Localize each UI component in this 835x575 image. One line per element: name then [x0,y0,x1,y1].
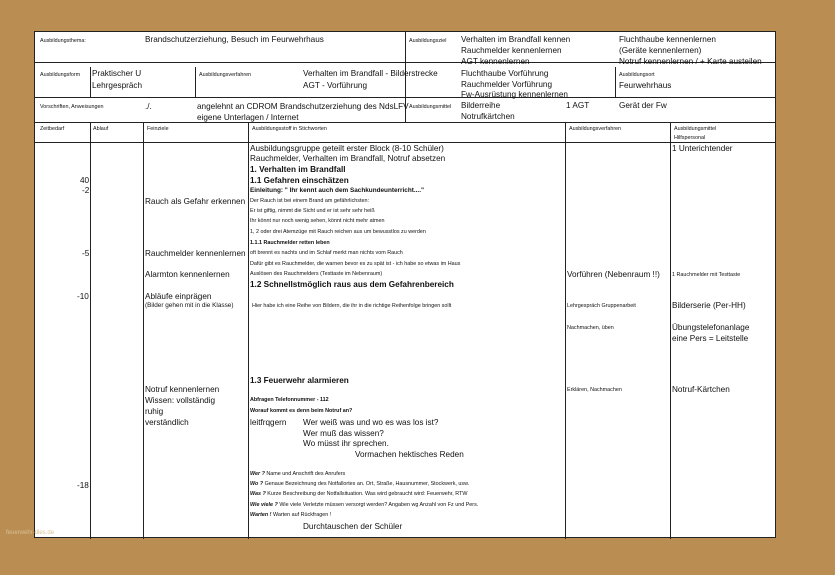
verfahren-line: Verhalten im Brandfall - Bilderstrecke [303,69,438,78]
time-value: -18 [77,481,89,490]
feinziel-item: Rauch als Gefahr erkennen [145,197,246,206]
verfahren-right-line: Rauchmelder Vorführung [461,80,553,89]
col-divider [195,67,196,97]
verfahren-line: AGT - Vorführung [303,81,368,90]
col-divider [90,122,91,539]
mittel-item: eine Pers = Leitstelle [672,334,749,343]
verfahren-item: Erklären, Nachmachen [567,387,622,393]
stoff-line: Abfragen Telefonnummer - 112 [250,397,329,403]
vorschriften-label: Vorschriften, Anweisungen [40,104,104,110]
thema-value: Brandschutzerziehung, Besuch im Feurwehrhaus [145,35,324,44]
stoff-line: Der Rauch ist bei einem Brand am gefährlichsten: [250,198,369,204]
w-question: Warten ! [250,512,272,518]
ziel-right-line: Fluchthaube kennenlernen [619,35,716,44]
section-heading: 1. Verhalten im Brandfall [250,165,346,174]
time-value: -5 [82,249,90,258]
col-divider [615,67,616,97]
mittel-item: Notruf-Kärtchen [672,385,730,394]
ziel-right-line: (Geräte kennenlernen) [619,46,702,55]
w-item [250,513,331,518]
w-item [250,482,469,487]
vorschriften-line: angelehnt an CDROM Brandschutzerziehung des NdsLFV [197,102,409,111]
feinziel-item: Abläufe einprägen [145,292,212,301]
w-answer: Name und Anschrift des Anrufers [266,471,346,477]
mittel-item: 1 Unterichtender [672,144,733,153]
section-heading: 1.2 Schnellstmöglich raus aus dem Gefahrenbereich [250,280,454,289]
ort-value: Feurwehrhaus [619,81,672,90]
col-header-stoff: Ausbildungsstoff in Stichworten [252,126,327,132]
ziel-line: Verhalten im Brandfall kennen [461,35,571,44]
feinziel-item: Notruf kennenlernen [145,385,220,394]
form-line: Lehrgespräch [92,81,143,90]
ziel-label: Ausbildungsziel [409,38,447,44]
section-heading: 1.1.1 Rauchmelder retten leben [250,240,330,246]
col-header-feinziele: Feinziele [147,126,169,132]
col-divider [90,67,91,97]
w-answer: Warten auf Rückfragen ! [272,512,332,518]
row-divider [35,122,775,123]
verfahren-item: Nachmachen, üben [567,325,614,331]
feinziel-item: Wissen: vollständig [145,396,216,405]
feinziel-item: verständlich [145,418,189,427]
vorschriften-line: eigene Unterlagen / Internet [197,113,299,122]
stoff-line: oft brennt es nachts und im Schlaf merkt man nichts vom Rauch [250,250,403,256]
row-divider [35,142,775,143]
watermark: feuerwehr-dies.de [6,530,55,536]
w-question: Wer ? [250,471,265,477]
stoff-line: Auslösen des Rauchmelders (Testtaste im Nebenraum) [250,271,383,277]
stoff-line: Hier habe ich eine Reihe von Bildern, die ihr in die richtige Reihenfolge bringen sollt [252,303,452,309]
time-value: -2 [82,186,90,195]
stoff-line: Rauchmelder, Verhalten im Brandfall, Notruf absetzen [250,154,446,163]
durchtauschen-text: Durchtauschen der Schüler [303,522,403,531]
col-divider [143,122,144,539]
col-header-personal: Hilfspersonal [674,135,706,141]
ziel-line: AGT kennenlernen [461,57,530,66]
col-header-verfahren: Ausbildungsverfahren [569,126,622,132]
feinziel-item: (Bilder gehen mit in die Klasse) [145,302,234,309]
stoff-line: Worauf kommt es denn beim Notruf an? [250,408,353,414]
w-question: Was ? [250,491,266,497]
ziel-line: Rauchmelder kennenlernen [461,46,562,55]
mittel-item: 1 Rauchmelder mit Testtaste [672,272,741,278]
col-header-mittel: Ausbildungsmittel [674,126,717,132]
feinziel-item: Alarmton kennenlernen [145,270,230,279]
form-label: Ausbildungsform [40,72,81,78]
time-value: 40 [80,176,90,185]
col-header-ablauf: Ablauf [93,126,109,132]
w-question: Wie viele ? [250,502,278,508]
thema-label: Ausbildungsthema: [40,38,86,44]
form-line: Praktischer U [92,69,142,78]
question-line: Wo müsst ihr sprechen. [303,439,389,448]
time-value: -10 [77,292,89,301]
w-item [250,503,478,508]
section-heading: 1.3 Feuerwehr alarmieren [250,376,349,385]
ziel-right-line: Notruf kennenlernen / + Karte austeilen [619,57,762,66]
mittel-line: Bilderreihe [461,101,501,110]
mittel-agt: 1 AGT [566,101,590,110]
vorschriften-value: ./. [145,102,152,111]
stoff-line: Ihr könnt nur noch wenig sehen, könnt nicht mehr atmen [250,218,385,224]
col-divider [565,122,566,539]
col-divider [248,122,249,539]
w-answer: Genaue Bezeichnung des Notfallortes an. Ort, Straße, Hausnummer, Stockwerk, usw. [264,481,470,487]
leitfragen-label: leitfrqgern [250,418,287,427]
question-line: Wer weiß was und wo es was los ist? [303,418,439,427]
verfahren-item: Lehrgespräch Gruppenarbeit [567,303,636,309]
col-header-zeitbedarf: Zeitbedarf [40,126,65,132]
verfahren-right-line: Fluchthaube Vorführung [461,69,549,78]
verfahren-label: Ausbildungsverfahren [199,72,252,78]
verfahren-item: Vorführen (Nebenraum !!) [567,270,660,279]
w-answer: Wie viele Verletzte müssen versorgt werden? Angaben wg Anzahl von Fz und Pers. [279,502,479,508]
w-question: Wo ? [250,481,264,487]
stoff-line: Dafür gibt es Rauchmelder, die warnen bevor es zu spät ist - ich habe so etwas im Haus [250,261,461,267]
col-divider [670,122,671,539]
stoff-line: 1, 2 oder drei Atemzüge mit Rauch reichen aus um bewusstlos zu werden [250,229,426,235]
einleitung-text: Einleitung: " Ihr kennt auch dem Sachkundeunterricht...." [250,187,425,194]
mittel-item: Bilderserie (Per-HH) [672,301,746,310]
mittel-fw: Gerät der Fw [619,101,667,110]
question-line: Wer muß das wissen? [303,429,384,438]
mittel-line: Notrufkärtchen [461,112,515,121]
stoff-line: Er ist giftig, nimmt die Sicht und er ist sehr sehr heiß [250,208,375,214]
lesson-plan-sheet [34,31,776,538]
feinziel-item: Rauchmelder kennenlernen [145,249,246,258]
stoff-line: Ausbildungsgruppe geteilt erster Block (8-10 Schüler) [250,144,444,153]
mittel-label: Ausbildungsmittel [409,104,452,110]
w-answer: Kurze Beschreibung der Notfallsituation. Was wird gebraucht wird: Feuerwehr, RTW [267,491,468,497]
ort-label: Ausbildungsort [619,72,655,78]
question-line: Vormachen hektisches Reden [355,450,464,459]
feinziel-item: ruhig [145,407,164,416]
mittel-item: Übungstelefonanlage [672,323,750,332]
w-item [250,472,345,477]
section-heading: 1.1 Gefahren einschätzen [250,176,349,185]
verfahren-right-line: Fw-Ausrüstung kennenlernen [461,90,568,99]
w-item [250,492,467,497]
